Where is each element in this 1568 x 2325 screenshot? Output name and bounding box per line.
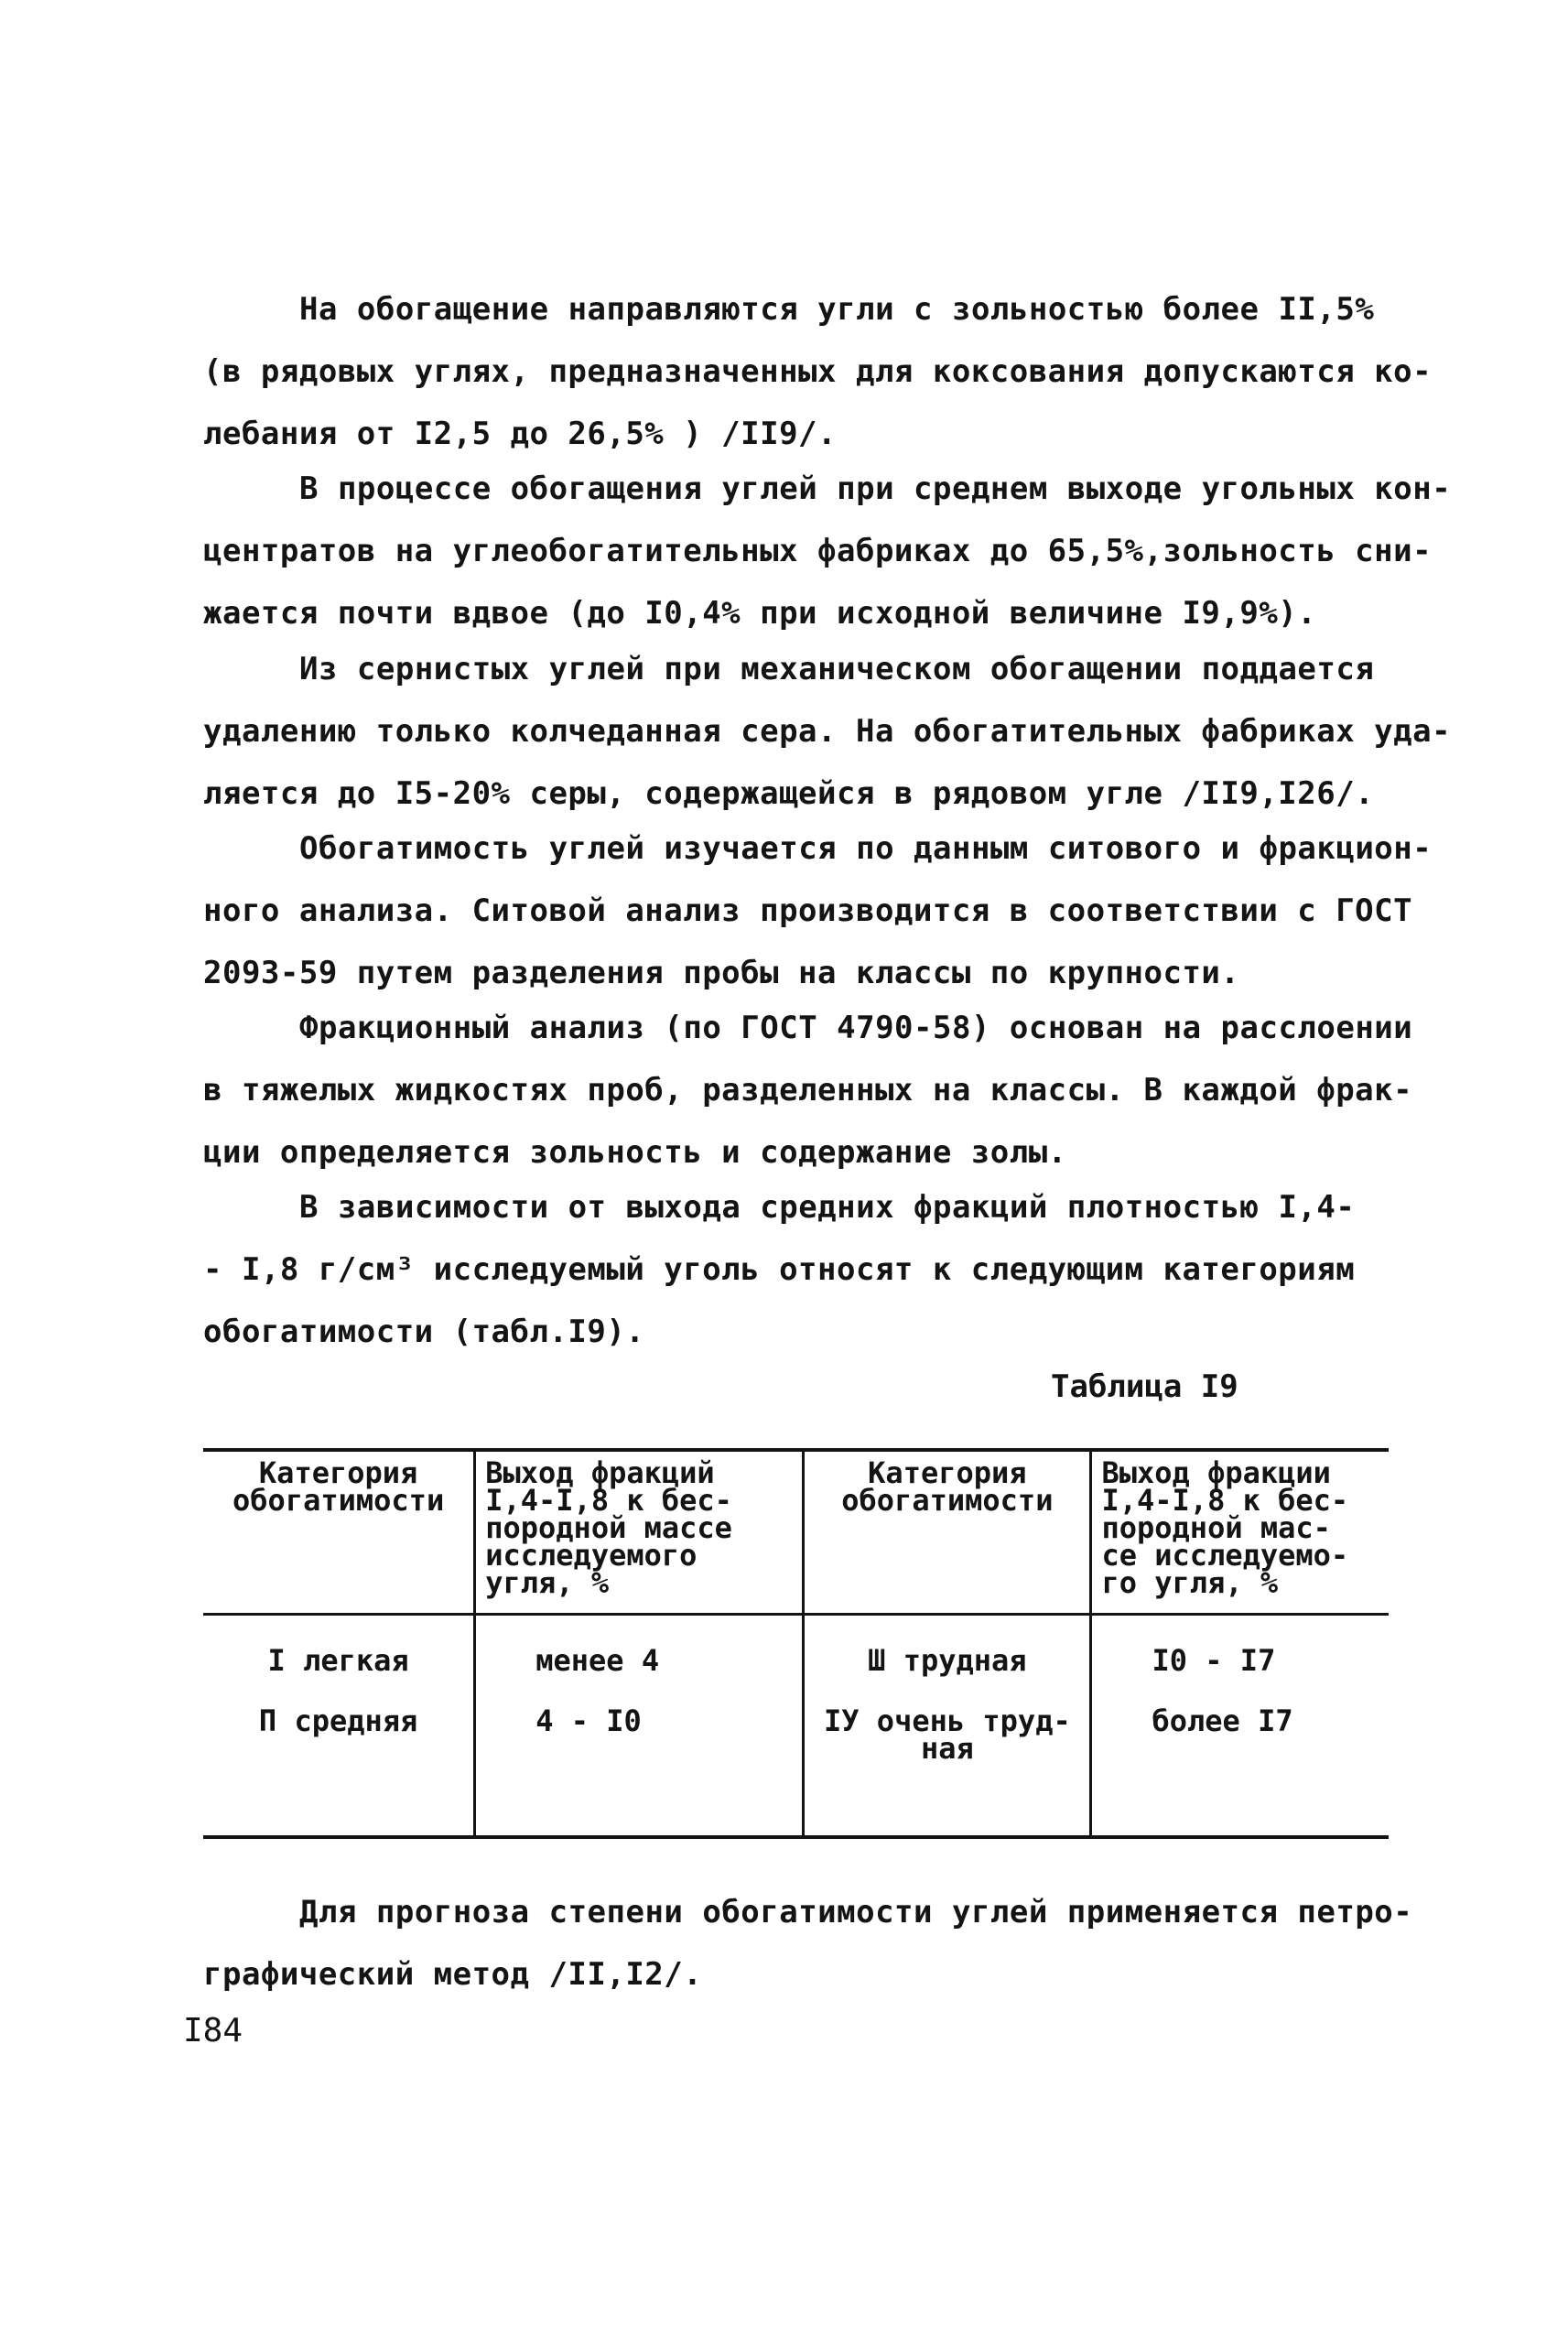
paragraph-line: обогатимости (табл.I9). bbox=[203, 1314, 645, 1350]
table-header-cell: Выход фракций I,4-I,8 к бес- породной массе исследуемого угля, % bbox=[475, 1450, 804, 1615]
paragraph-line: центратов на углеобогатительных фабриках до 65,5%,зольность сни- bbox=[203, 533, 1433, 569]
paragraph-1 bbox=[203, 278, 1433, 465]
closing-paragraph bbox=[203, 1881, 1413, 2006]
table-cell: I0 - I7 bbox=[1091, 1615, 1389, 1708]
paragraph-4 bbox=[203, 817, 1433, 1004]
table-cell: I легкая bbox=[267, 1643, 409, 1678]
table-cell: IУ очень труд- ная bbox=[804, 1707, 1091, 1837]
paragraph-line: - I,8 г/см³ исследуемый уголь относят к следующим категориям bbox=[203, 1251, 1356, 1288]
paragraph-line: жается почти вдвое (до I0,4% при исходной величине I9,9%). bbox=[203, 595, 1317, 632]
paragraph-3 bbox=[203, 638, 1452, 825]
paragraph-6 bbox=[203, 1176, 1393, 1363]
paragraph-5 bbox=[203, 997, 1413, 1184]
paragraph-line: ного анализа. Ситовой анализ производится в соответствии с ГОСТ bbox=[203, 892, 1413, 929]
paragraph-line: В зависимости от выхода средних фракций плотностью I,4- bbox=[299, 1189, 1356, 1226]
paragraph-line: Фракционный анализ (по ГОСТ 4790-58) основан на расслоении bbox=[299, 1010, 1413, 1046]
table-cell: 4 - I0 bbox=[475, 1707, 804, 1837]
classification-table bbox=[203, 1448, 1389, 1839]
paragraph-line: (в рядовых углях, предназначенных для коксования допускаются ко- bbox=[203, 353, 1433, 390]
paragraph-line: Из сернистых углей при механическом обогащении поддается bbox=[299, 651, 1375, 687]
table-caption: Таблица I9 bbox=[1051, 1368, 1238, 1405]
page-number: I84 bbox=[183, 2012, 243, 2049]
table-row bbox=[203, 1615, 1389, 1708]
paragraph-line: 2093-59 путем разделения пробы на классы по крупности. bbox=[203, 955, 1240, 991]
table-cell: более I7 bbox=[1091, 1707, 1389, 1837]
table-cell: Ш трудная bbox=[804, 1615, 1091, 1708]
table-cell: П средняя bbox=[258, 1703, 418, 1738]
paragraph-line: Для прогноза степени обогатимости углей применяется петро- bbox=[299, 1894, 1413, 1930]
paragraph-line: графический метод /II,I2/. bbox=[203, 1956, 703, 1993]
table-header-cell: Выход фракции I,4-I,8 к бес- породной мас- се исследуемо- го угля, % bbox=[1091, 1450, 1389, 1615]
table-cell: менее 4 bbox=[475, 1615, 804, 1708]
table-row bbox=[203, 1707, 1389, 1837]
paragraph-line: В процессе обогащения углей при среднем выходе угольных кон- bbox=[299, 470, 1452, 507]
paragraph-line: ляется до I5-20% серы, содержащейся в рядовом угле /II9,I26/. bbox=[203, 775, 1375, 812]
paragraph-line: лебания от I2,5 до 26,5% ) /II9/. bbox=[203, 416, 838, 452]
table-header-cell: Категория обогатимости bbox=[203, 1450, 475, 1615]
table-header-cell: Категория обогатимости bbox=[804, 1450, 1091, 1615]
paragraph-line: ции определяется зольность и содержание золы. bbox=[203, 1134, 1067, 1171]
paragraph-line: удалению только колчеданная сера. На обогатительных фабриках уда- bbox=[203, 713, 1452, 750]
paragraph-2 bbox=[203, 458, 1452, 644]
paragraph-line: На обогащение направляются угли с зольностью более II,5% bbox=[299, 291, 1375, 328]
paragraph-line: в тяжелых жидкостях проб, разделенных на классы. В каждой фрак- bbox=[203, 1072, 1413, 1108]
table-header-row bbox=[203, 1450, 1389, 1615]
paragraph-line: Обогатимость углей изучается по данным ситового и фракцион- bbox=[299, 830, 1433, 867]
